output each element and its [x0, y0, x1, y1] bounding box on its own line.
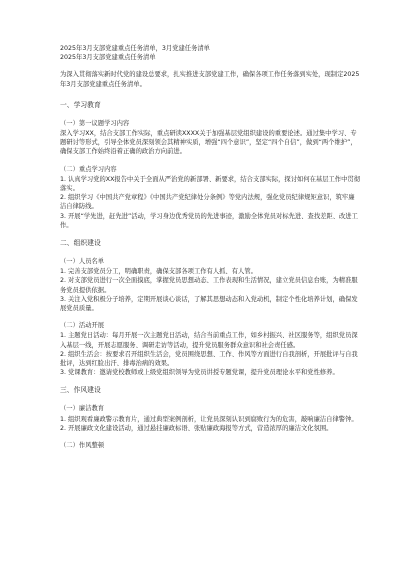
list-item: 3. 党课教育：邀请党校教师或上级党组织领导为党员讲授专题党课，提升党员理论水平和党性修养。: [60, 369, 339, 377]
header-line-2: 2025年3月支部党建重点任务清单: [60, 54, 156, 62]
list-item: 2. 组织学习《中国共产党章程》《中国共产党纪律处分条例》等党内法规，强化党员纪律规矩意识，筑牢廉洁自律防线。: [60, 194, 355, 211]
list-item: 3. 开展“学先进，赶先进”活动，学习身边优秀党员的先进事迹，激励全体党员对标先进、查找差距、改进工作。: [60, 212, 358, 229]
document-body: [60, 44, 360, 458]
subsection-title: （二）作风整顿: [60, 442, 105, 450]
list-item: 2. 组织生活会：按要求召开组织生活会，党员围绕思想、工作、作风等方面进行自我剖析，开展批评与自我批评，达到红脸出汗、排毒治病的效果。: [60, 350, 358, 368]
subsection-title: （一）廉洁教育: [60, 405, 105, 413]
subsection-title: （一）第一议题学习内容: [60, 119, 130, 127]
subsection: [60, 321, 360, 377]
list-item: 2. 开展廉政文化建设活动，通过悬挂廉政标语、张贴廉政海报等方式，营造浓厚的廉洁文化氛围。: [60, 424, 333, 432]
document-header: [60, 44, 360, 62]
subsection-title: （一）人员名单: [60, 258, 105, 266]
list-item: 1. 主题党日活动：每月开展一次主题党日活动，结合当前重点工作，如乡村振兴、社区服务等，组织党员深入基层一线，开展志愿服务、调研走访等活动，提升党员服务群众意识和社会责任感。: [60, 332, 358, 349]
header-line-1: 2025年3月支部党建重点任务清单，3月党建任务清单: [60, 45, 210, 52]
subsection-title: （二）活动开展: [60, 322, 105, 330]
section-title: 三、作风建设: [60, 386, 101, 395]
intro-paragraph: 为深入贯彻落实新时代党的建设总要求，扎实推进支部党建工作，确保各项工作任务落到实处，现制定2025年3月支部党建重点任务清单。: [60, 71, 360, 88]
list-item: 1. 认真学习党的XX报告中关于全面从严治党的新部署、新要求，结合支部实际，探讨如何在基层工作中贯彻落实。: [60, 175, 360, 193]
list-item: 1. 完善支部党员分工，明确职责，确保支部各项工作有人抓、有人管。: [60, 268, 257, 276]
subsection-title: （二）重点学习内容: [60, 165, 117, 173]
list-item: 3. 关注入党积极分子培养，定期开展谈心谈话，了解其思想动态和入党动机，制定个性化培养计划，确保发展党员质量。: [60, 295, 358, 313]
list-item: 2. 对支部党员进行一次全面摸底，掌握党员思想动态、工作表现和生活情况，建立党员信息台账，为精准服务党员提供依据。: [60, 277, 358, 294]
subsection: [60, 119, 360, 157]
subsection: [60, 441, 360, 450]
subsection: [60, 404, 360, 433]
section-title: 二、组织建设: [60, 239, 101, 248]
paragraph: 深入学习XX，结合支部工作实际，重点研读XXXX关于加强基层党组织建设的重要论述。通过集中学习、专题研讨等形式，引导全体党员深刻领会其精神实质，增强“四个意识”，坚定“四个自信”，做到“两个维护”，确保支部工作始终沿着正确的政治方向前进。: [60, 130, 357, 156]
section-title: 一、学习教育: [60, 100, 101, 109]
subsection: [60, 257, 360, 313]
list-item: 1. 组织观看廉政警示教育片，通过典型案例剖析，让党员深刻认识到腐败行为的危害，敲响廉洁自律警钟。: [60, 415, 358, 423]
subsection: [60, 165, 360, 230]
